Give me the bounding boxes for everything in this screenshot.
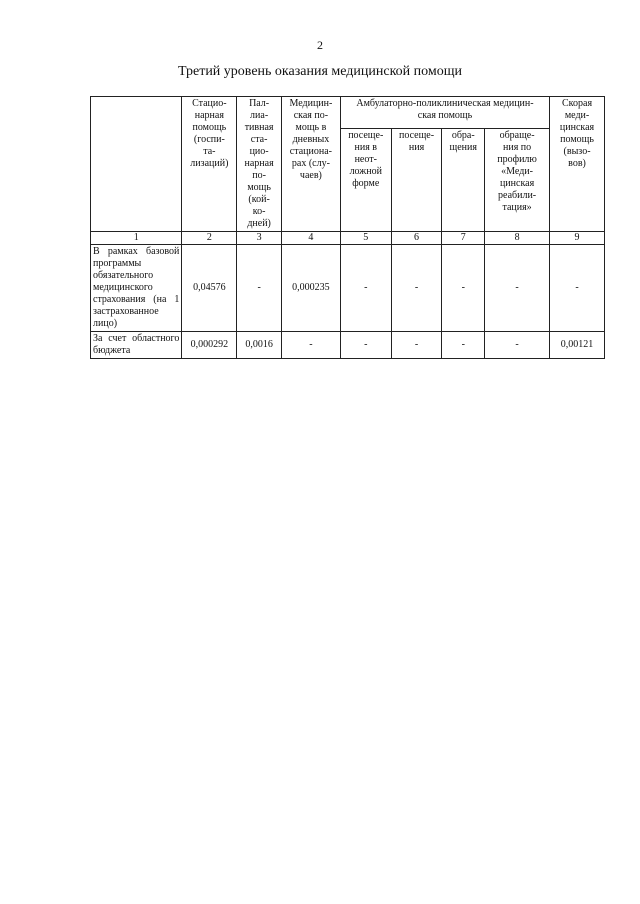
header-empty-cell xyxy=(91,97,182,232)
column-number: 7 xyxy=(442,232,485,245)
header-ambulance: Скорая меди- цинская помощь (вызо- вов) xyxy=(550,97,605,232)
page-number: 2 xyxy=(317,38,323,52)
medical-care-table xyxy=(90,96,605,359)
header-palliative: Пал- лиа- тивная ста- цио- нарная по- мощь (кой- ко- дней) xyxy=(237,97,282,232)
table-cell: - xyxy=(340,245,391,332)
table-cell: 0,000235 xyxy=(281,245,340,332)
table-cell: - xyxy=(391,332,442,359)
page-title: Третий уровень оказания медицинской помощи xyxy=(177,64,463,79)
table-row xyxy=(91,332,605,359)
header-visits: посеще- ния xyxy=(391,128,442,231)
table-cell: - xyxy=(485,332,550,359)
table-cell: 0,000292 xyxy=(182,332,237,359)
column-number: 6 xyxy=(391,232,442,245)
row-label: В рамках базовой программы обязательного медицинского страхования (на 1 застрахованное лицо) xyxy=(91,245,182,332)
header-appeals: обра- щения xyxy=(442,128,485,231)
table-cell: 0,0016 xyxy=(237,332,282,359)
column-number: 1 xyxy=(91,232,182,245)
table-cell: - xyxy=(442,245,485,332)
column-number: 9 xyxy=(550,232,605,245)
row-label: За счет областного бюджета xyxy=(91,332,182,359)
table-cell: - xyxy=(237,245,282,332)
header-outpatient-group: Амбулаторно-поликлиническая медицин- ская помощь xyxy=(340,97,549,129)
column-number-row xyxy=(91,232,605,245)
header-emergency-visits: посеще- ния в неот- ложной форме xyxy=(340,128,391,231)
table-cell: - xyxy=(442,332,485,359)
column-number: 2 xyxy=(182,232,237,245)
header-rehab-appeals: обраще- ния по профилю «Меди- цинская реабили- тация» xyxy=(485,128,550,231)
table-cell: - xyxy=(340,332,391,359)
table-cell: - xyxy=(485,245,550,332)
header-day-hospital: Медицин- ская по- мощь в дневных стациона- рах (слу- чаев) xyxy=(281,97,340,232)
table-cell: - xyxy=(391,245,442,332)
table-cell: 0,04576 xyxy=(182,245,237,332)
column-number: 3 xyxy=(237,232,282,245)
header-row xyxy=(91,97,605,129)
table-cell: - xyxy=(281,332,340,359)
column-number: 5 xyxy=(340,232,391,245)
table-cell: 0,00121 xyxy=(550,332,605,359)
table-row xyxy=(91,245,605,332)
header-inpatient: Стацио- нарная помощь (госпи- та- лизаций) xyxy=(182,97,237,232)
column-number: 8 xyxy=(485,232,550,245)
column-number: 4 xyxy=(281,232,340,245)
table-cell: - xyxy=(550,245,605,332)
